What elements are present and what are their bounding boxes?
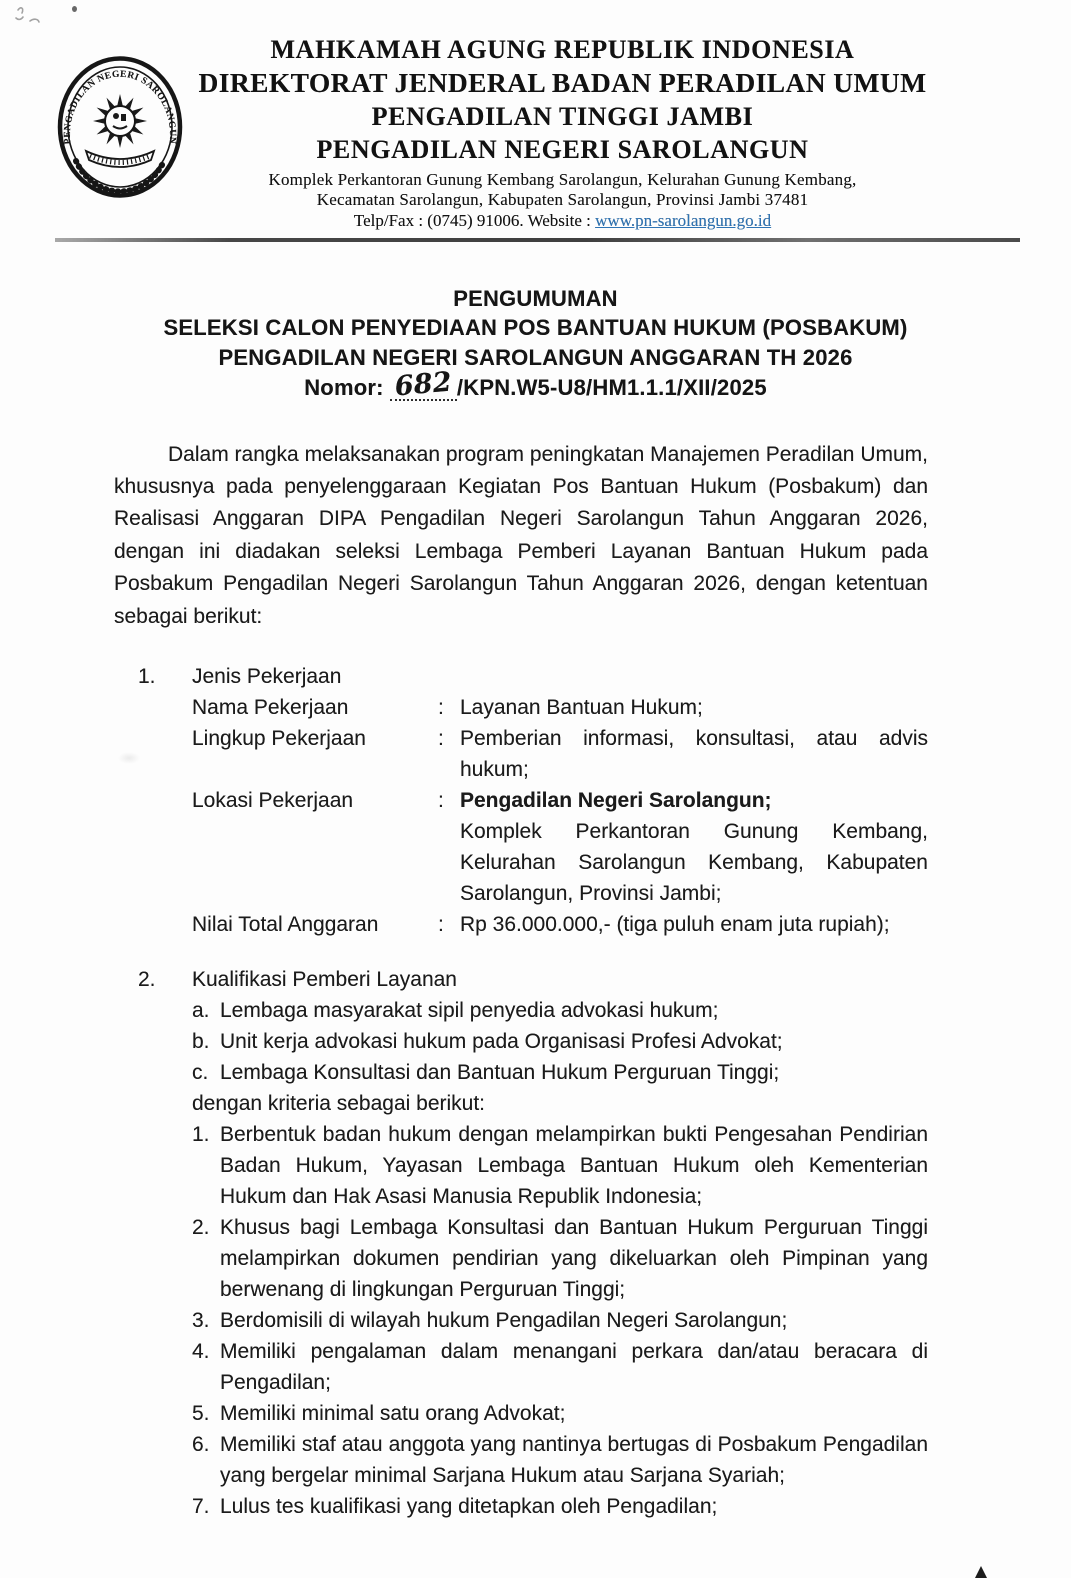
kv-value-text: Komplek Perkantoran Gunung Kembang, Kelurahan Sarolangun Kembang, Kabupaten Sarolangun, Provinsi Jambi; [460, 819, 928, 905]
address-line-1: Komplek Perkantoran Gunung Kembang Sarolangun, Kelurahan Gunung Kembang, [268, 170, 857, 189]
section-2 [138, 964, 928, 1522]
kv-value: Layanan Bantuan Hukum; [460, 695, 703, 719]
announcement-title: PENGUMUMAN [453, 285, 618, 311]
item-marker: a. [192, 998, 210, 1022]
item-text: Berdomisili di wilayah hukum Pengadilan Negeri Sarolangun; [220, 1308, 788, 1332]
criteria-item [192, 1305, 928, 1336]
smudge [118, 752, 140, 764]
contact-line [104, 210, 1021, 231]
org-name-line-4: PENGADILAN NEGERI SAROLANGUN [316, 135, 809, 164]
kv-value: Rp 36.000.000,- (tiga puluh enam juta rupiah); [460, 912, 890, 936]
kv-label: Nama Pekerjaan [192, 695, 349, 719]
item-marker: 2. [192, 1215, 210, 1239]
section-number: 1. [138, 664, 156, 688]
number-suffix: /KPN.W5-U8/HM1.1.1/XII/2025 [456, 375, 767, 400]
kv-label: Nilai Total Anggaran [192, 912, 379, 936]
criteria-item [192, 1398, 928, 1429]
org-name-line-2: DIREKTORAT JENDERAL BADAN PERADILAN UMUM [198, 67, 927, 98]
item-text: Berbentuk badan hukum dengan melampirkan bukti Pengesahan Pendirian Badan Hukum, Yayasan Lembaga Bantuan Hukum oleh Kementerian Hukum dan Hak Asasi Manusia Republik Indonesia; [220, 1122, 928, 1208]
qualification-item [192, 995, 928, 1026]
qualification-item [192, 1026, 928, 1057]
handwritten-number: 682 [393, 366, 453, 403]
kv-value [460, 785, 928, 909]
item-marker: 4. [192, 1339, 210, 1363]
address-line-2: Kecamatan Sarolangun, Kabupaten Sarolangun, Provinsi Jambi 37481 [316, 190, 809, 209]
section-heading: Kualifikasi Pemberi Layanan [192, 967, 457, 991]
kv-row [192, 909, 928, 940]
opening-paragraph: Dalam rangka melaksanakan program peningkatan Manajemen Peradilan Umum, khususnya pada penyelenggaraan Kegiatan Pos Bantuan Hukum (Posbakum) dan Realisasi Anggaran DIPA Pengadilan Negeri Sarolangun Tahun Anggaran 2026, dengan ini diadakan seleksi Lembaga Pemberi Layanan Bantuan Hukum pada Posbakum Pengadilan Negeri Sarolangun Tahun Anggaran 2026, dengan ketentuan sebagai berikut: [114, 442, 928, 628]
scan-artifact [974, 1566, 988, 1578]
kv-separator: : [438, 726, 444, 750]
org-name-line-1: MAHKAMAH AGUNG REPUBLIK INDONESIA [270, 35, 855, 64]
item-text: Lembaga Konsultasi dan Bantuan Hukum Perguruan Tinggi; [220, 1060, 780, 1084]
section-heading: Jenis Pekerjaan [192, 664, 342, 688]
criteria-item [192, 1336, 928, 1398]
title-line-3: PENGADILAN NEGERI SAROLANGUN ANGGARAN TH 2026 [218, 344, 853, 370]
title-line-2: SELEKSI CALON PENYEDIAAN POS BANTUAN HUKUM (POSBAKUM) [163, 315, 908, 340]
kv-value: Pemberian informasi, konsultasi, atau advis hukum; [460, 726, 928, 781]
kv-separator: : [438, 695, 444, 719]
seal-text: PENGADILAN NEGERI SAROLANGUN [62, 69, 178, 145]
qualification-item [192, 1057, 928, 1088]
website-link[interactable]: www.pn-sarolangun.go.id [595, 211, 772, 230]
criteria-item [192, 1212, 928, 1305]
item-text: Khusus bagi Lembaga Konsultasi dan Bantuan Hukum Perguruan Tinggi melampirkan dokumen pendirian yang dikeluarkan oleh Pimpinan yang berwenang di lingkungan Perguruan Tinggi; [220, 1215, 928, 1301]
item-text: Unit kerja advokasi hukum pada Organisasi Profesi Advokat; [220, 1029, 783, 1053]
kv-separator: : [438, 788, 444, 812]
item-text: Memiliki minimal satu orang Advokat; [220, 1401, 566, 1425]
item-marker: c. [192, 1060, 209, 1084]
kv-value-bold: Pengadilan Negeri Sarolangun; [460, 788, 772, 812]
content-list [138, 661, 928, 1522]
item-text: Memiliki pengalaman dalam menangani perkara dan/atau beracara di Pengadilan; [220, 1339, 928, 1394]
kv-row [192, 723, 928, 785]
kv-row [192, 785, 928, 909]
criteria-item [192, 1491, 928, 1522]
item-text: Lembaga masyarakat sipil penyedia advokasi hukum; [220, 998, 719, 1022]
item-marker: 1. [192, 1122, 210, 1146]
kv-separator: : [438, 912, 444, 936]
item-marker: 3. [192, 1308, 210, 1332]
criteria-intro: dengan kriteria sebagai berikut: [192, 1091, 486, 1115]
item-marker: 5. [192, 1401, 210, 1425]
kv-label: Lokasi Pekerjaan [192, 788, 354, 812]
announcement-title-block [0, 284, 1071, 403]
kv-label: Lingkup Pekerjaan [192, 726, 366, 750]
item-marker: 6. [192, 1432, 210, 1456]
item-text: Memiliki staf atau anggota yang nantinya bertugas di Posbakum Pengadilan yang bergelar minimal Sarjana Hukum atau Sarjana Syariah; [220, 1432, 928, 1487]
section-number: 2. [138, 967, 156, 991]
contact-prefix: Telp/Fax : (0745) 91006. Website : [353, 211, 596, 230]
kv-row [192, 692, 928, 723]
letterhead [0, 0, 1071, 231]
item-text: Lulus tes kualifikasi yang ditetapkan oleh Pengadilan; [220, 1494, 718, 1518]
document-number [0, 366, 1071, 403]
criteria-item [192, 1429, 928, 1491]
header-divider [55, 238, 1020, 242]
criteria-item [192, 1119, 928, 1212]
item-marker: 7. [192, 1494, 210, 1518]
item-marker: b. [192, 1029, 210, 1053]
number-prefix: Nomor: [304, 375, 390, 400]
org-name-line-3: PENGADILAN TINGGI JAMBI [371, 102, 754, 131]
section-1 [138, 661, 928, 940]
court-seal-icon [56, 55, 184, 199]
